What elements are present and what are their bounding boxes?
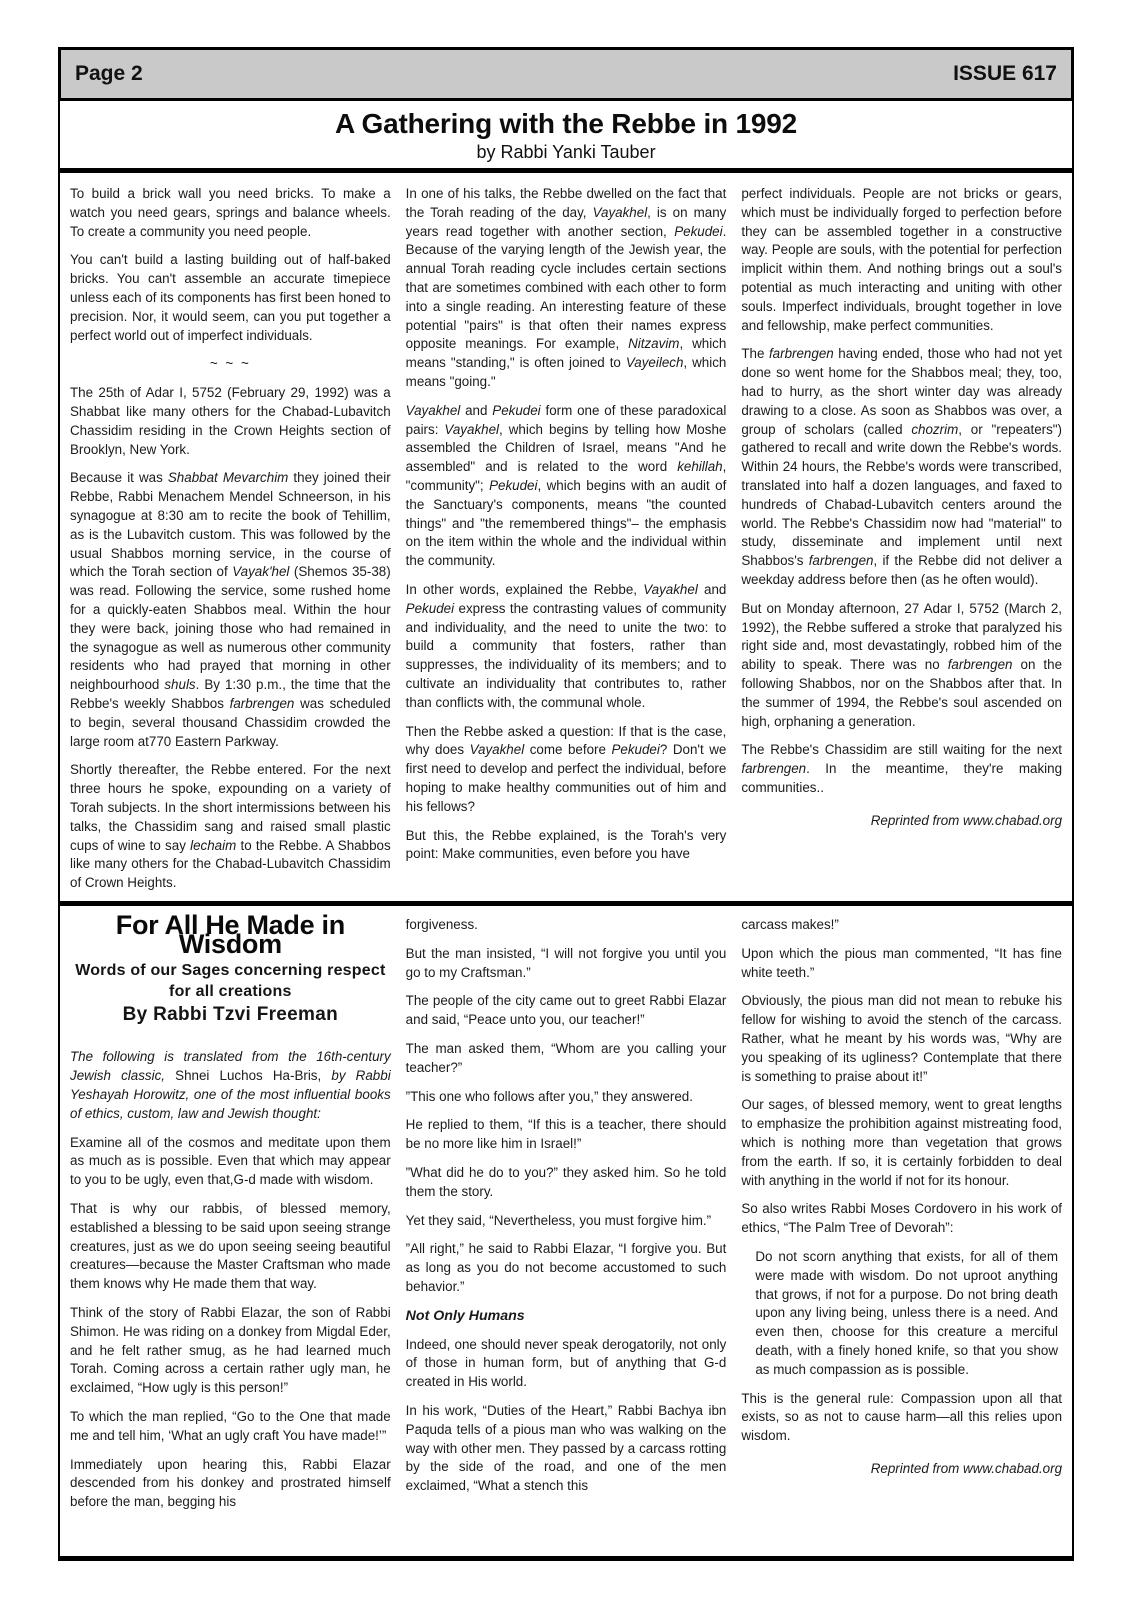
reprint-credit: Reprinted from www.chabad.org (870, 812, 1063, 828)
article1-column-1 (70, 185, 391, 895)
page-number-label: Page 2 (75, 62, 143, 85)
paragraph: To which the man replied, “Go to the One that made me and tell him, ‘What an ugly craft You have made!’” (70, 1408, 391, 1443)
page-header-band (58, 47, 1074, 101)
article2-byline: By Rabbi Tzvi Freeman (122, 1003, 339, 1025)
paragraph: That is why our rabbis, of blessed memory, established a blessing to be said upon seeing strange creatures, just as we do upon seeing seeing beautiful creatures—because the Master Craftsman who made them knows why He made them that way. (70, 1200, 391, 1292)
quotation-block: Do not scorn anything that exists, for all of them were made with wisdom. Do not uproot anything that grows, if not for a purpose. Do not bring death upon any living being, unless there is a need. And even then, choose for this creature a merciful death, with a finely honed knife, so that you show as much compassion as is possible. (755, 1248, 1059, 1377)
article1-columns (60, 173, 1072, 901)
article2-column-3 (741, 916, 1062, 1556)
article2-title: For All He Made in Wisdom (115, 910, 345, 959)
section-divider: ~ ~ ~ (209, 356, 251, 372)
paragraph: The Rebbe's Chassidim are still waiting for the next farbrengen. In the meantime, they're making communities.. (741, 742, 1063, 795)
paragraph: He replied to them, “If this is a teacher, there should be no more like him in Israel!” (405, 1117, 727, 1152)
issue-number-label: ISSUE 617 (953, 62, 1057, 85)
paragraph: The people of the city came out to greet Rabbi Elazar and said, “Peace unto you, our teacher!” (405, 993, 727, 1028)
article1-byline: by Rabbi Yanki Tauber (476, 142, 656, 162)
paragraph: But on Monday afternoon, 27 Adar I, 5752 (March 2, 1992), the Rebbe suffered a stroke that paralyzed his right side and, most devastatingly, robbed him of the ability to speak. There was no farbrengen on the following Shabbos, nor on the Shabbos after that. In the summer of 1994, the Rebbe's soul ascended on high, orphaning a generation. (741, 600, 1063, 729)
paragraph: So also writes Rabbi Moses Cordovero in his work of ethics, “The Palm Tree of Devorah”: (741, 1201, 1063, 1236)
paragraph: The 25th of Adar I, 5752 (February 29, 1992) was a Shabbat like many others for the Chabad-Lubavitch Chassidim residing in the Crown Heights section of Brooklyn, New York. (70, 385, 391, 457)
paragraph: Because it was Shabbat Mevarchim they joined their Rebbe, Rabbi Menachem Mendel Schneerson, in his synagogue at 8:30 am to recite the book of Tehillim, as is the Lubavitch custom. This was followed by the usual Shabbos morning service, in the course of which the Torah section of Vayak'hel (Shemos 35-38) was read. Following the service, some rushed home for a quickly-eaten Shabbos meal. Within the hour they were back, joining those who had remained in the synagogue as well as numerous other community residents who had prayed that morning in other neighbourhood shuls. By 1:30 p.m., the time that the Rebbe's weekly Shabbos farbrengen was scheduled to begin, several thousand Chassidim crowded the large room at770 Eastern Parkway. (70, 470, 391, 749)
paragraph: ”This one who follows after you,” they answered. (405, 1088, 693, 1104)
article1-title: A Gathering with the Rebbe in 1992 (334, 108, 798, 139)
paragraph: Obviously, the pious man did not mean to rebuke his fellow for wishing to avoid the stench of the carcass. Rather, what he meant by his words was, “Why are you speaking of its ugliness? Contemplate that there is something to praise about it!” (741, 993, 1063, 1084)
paragraph: Our sages, of blessed memory, went to great lengths to emphasize the prohibition against mistreating food, which is nothing more than vegetation that grows from the earth. If so, it is certainly forbidden to deal with anything in the world if not for its honour. (741, 1097, 1063, 1188)
paragraph: Then the Rebbe asked a question: If that is the case, why does Vayakhel come before Pekudei? Don't we first need to develop and perfect the individual, before hoping to make healthy communities out of him and his fellows? (405, 723, 727, 814)
paragraph: In his work, “Duties of the Heart,” Rabbi Bachya ibn Paquda tells of a pious man who was walking on the way with other men. They passed by a carcass rotting by the side of the road, and one of the men exclaimed, “What a stench this (405, 1402, 727, 1494)
translator-note: The following is translated from the 16th-century Jewish classic, Shnei Luchos Ha-Bris, by Rabbi Yeshayah Horowitz, one of the most influential books of ethics, custom, law and Jewish thought: (70, 1049, 391, 1121)
paragraph: forgiveness. (405, 917, 478, 932)
paragraph: In other words, explained the Rebbe, Vayakhel and Pekudei express the contrasting values of community and individuality, and the need to unite the two: to build a community that fosters, rather than suppresses, the individuality of its members; and to cultivate an individuality that contributes to, rather than conflicts with, the communal whole. (405, 581, 727, 710)
paragraph: perfect individuals. People are not bricks or gears, which must be individually forged to perfection before they can be assembled together in a constructive way. People are souls, with the potential for perfection implicit within them. And nothing brings out a soul's potential as much interacting and uniting with other souls. Imperfect individuals, brought together in love and fellowship, make perfect communities. (741, 186, 1063, 333)
article1-column-2 (406, 185, 727, 895)
article2-header (70, 910, 391, 1025)
paragraph: In one of his talks, the Rebbe dwelled on the fact that the Torah reading of the day, Vayakhel, is on many years read together with another section, Pekudei. Because of the varying length of the Jewish year, the annual Torah reading cycle includes certain sections that are sometimes combined with each other to form into a single reading. An interesting feature of these potential "pairs" is that often their names express opposite meanings. For example, Nitzavim, which means "standing," is often joined to Vayeilech, which means "going." (405, 186, 727, 389)
article1-header (60, 101, 1072, 173)
paragraph: But the man insisted, “I will not forgive you until you go to my Craftsman.” (405, 945, 727, 980)
paragraph: The man asked them, “Whom are you calling your teacher?” (405, 1040, 727, 1075)
paragraph: You can't build a lasting building out of half-baked bricks. You can't assemble an accurate timepiece unless each of its components has first been honed to precision. Nor, it would seem, can you put together a perfect world out of imperfect individuals. (70, 252, 391, 343)
page-content (58, 47, 1074, 1561)
paragraph: Immediately upon hearing this, Rabbi Elazar descended from his donkey and prostrated himself before the man, begging his (70, 1456, 391, 1510)
paragraph: carcass makes!” (741, 917, 839, 932)
paragraph: ”All right,” he said to Rabbi Elazar, “I forgive you. But as long as you do not become accustomed to such behavior.” (405, 1241, 727, 1294)
paragraph: Upon which the pious man commented, “It has fine white teeth.” (741, 945, 1063, 980)
paragraph: The farbrengen having ended, those who had not yet done so went home for the Shabbos meal; they, too, had to hurry, as the short winter day was already drawing to a close. As soon as Shabbos was over, a group of scholars (called chozrim, or "repeaters") gathered to recall and write down the Rebbe's words. Within 24 hours, the Rebbe's words were transcribed, translated into half a dozen languages, and faxed to hundreds of Chabad-Lubavitch centers around the world. The Rebbe's Chassidim now had "material" to study, disseminate and implement until next Shabbos's farbrengen, if the Rebbe did not deliver a weekday address before then (as he often would). (741, 346, 1063, 587)
paragraph: To build a brick wall you need bricks. To make a watch you need gears, springs and balance wheels. To create a community you need people. (70, 186, 391, 239)
paragraph: Examine all of the cosmos and meditate upon them as much as is possible. Even that which may appear to you to be ugly, even that,G-d made with wisdom. (70, 1134, 391, 1188)
reprint-credit: Reprinted from www.chabad.org (870, 1460, 1063, 1476)
subheading-not-only-humans: Not Only Humans (405, 1307, 525, 1324)
paragraph: This is the general rule: Compassion upon all that exists, so as not to cause harm—all this relies upon wisdom. (741, 1390, 1063, 1444)
article2-column-2 (406, 916, 727, 1556)
paragraph: Yet they said, “Nevertheless, you must forgive him.” (405, 1212, 712, 1228)
article2-subtitle: Words of our Sages concerning respect for all creations (75, 961, 386, 1000)
paragraph: ”What did he do to you?” they asked him. So he told them the story. (405, 1164, 727, 1199)
article2-column-1-body (70, 1048, 391, 1512)
article1-column-3 (741, 185, 1062, 895)
paragraph: Think of the story of Rabbi Elazar, the son of Rabbi Shimon. He was riding on a donkey from Migdal Eder, and he felt rather smug, as he had learned much Torah. Coming across a certain rather ugly man, he exclaimed, “How ugly is this person!” (70, 1304, 391, 1396)
article2-columns (60, 906, 1072, 1556)
paragraph: Vayakhel and Pekudei form one of these paradoxical pairs: Vayakhel, which begins by telling how Moshe assembled the Children of Israel, means "And he assembled" and is related to the word kehillah, "community"; Pekudei, which begins with an audit of the Sanctuary's components, means "the counted things" and "the remembered things"– the emphasis on the item within the whole and the individual within the community. (405, 402, 727, 569)
paragraph: Shortly thereafter, the Rebbe entered. For the next three hours he spoke, expounding on a variety of Torah subjects. In the short intermissions between his talks, the Chassidim sang and raised small plastic cups of wine to say lechaim to the Rebbe. A Shabbos like many others for the Chabad-Lubavitch Chassidim of Crown Heights. (70, 762, 391, 891)
article-for-all-he-made (58, 906, 1074, 1561)
article2-column-1 (70, 910, 391, 1556)
paragraph: But this, the Rebbe explained, is the Torah's very point: Make communities, even before you have (405, 827, 727, 862)
article-gathering-with-rebbe (58, 101, 1074, 906)
paragraph: Indeed, one should never speak derogatorily, not only of those in human form, but of anything that G-d created in His world. (405, 1336, 727, 1390)
